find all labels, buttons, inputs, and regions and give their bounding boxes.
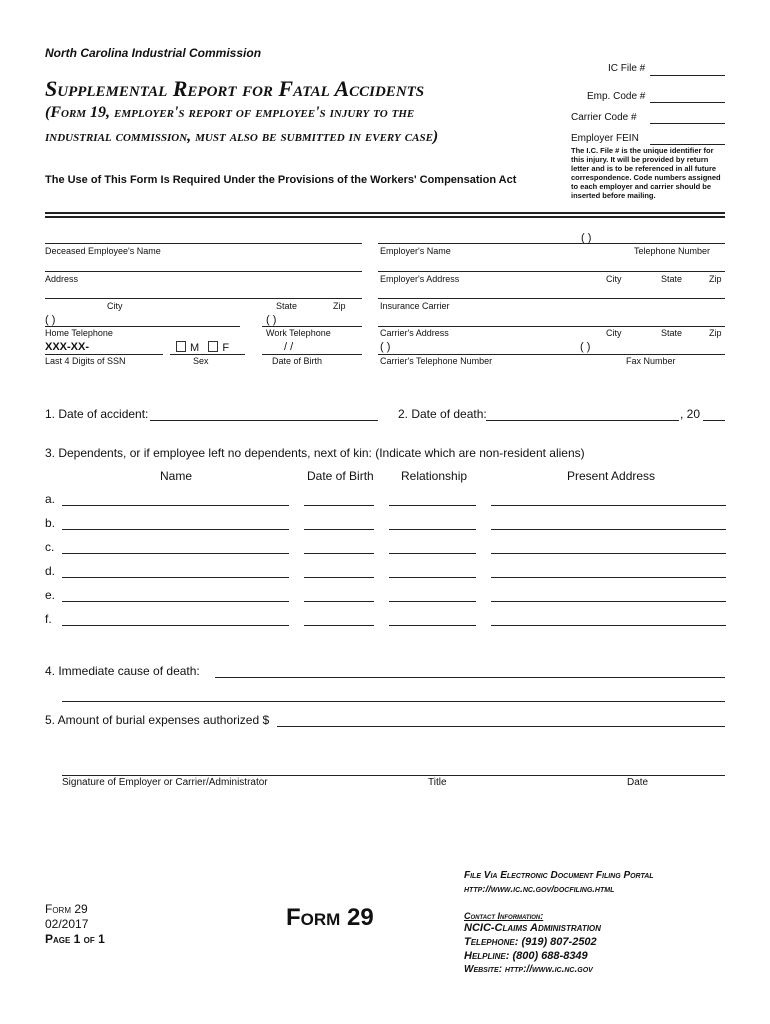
employer-telephone-mask: ( ) <box>581 232 592 244</box>
carrier-telephone-field[interactable] <box>378 354 725 355</box>
contact-label: Contact Information: <box>464 911 544 921</box>
insurance-carrier-label: Insurance Carrier <box>380 301 450 311</box>
zip-label: Zip <box>333 301 346 311</box>
portal-url[interactable]: http://www.ic.nc.gov/docfiling.html <box>464 884 615 895</box>
address-field[interactable] <box>45 271 362 272</box>
emp-code-field[interactable] <box>650 102 725 103</box>
work-telephone-mask: ( ) <box>266 314 277 326</box>
state-label: State <box>276 301 298 311</box>
employer-address-field[interactable] <box>378 271 725 272</box>
dependent-row-label-e: e. <box>45 588 56 602</box>
form-title-line2: (Form 19, employer's report of employee's injury to the <box>45 104 415 121</box>
sex-male-checkbox[interactable] <box>176 341 186 352</box>
contact-org: NCIC-Claims Administration <box>464 922 601 934</box>
ssn-prefix: XXX-XX- <box>45 341 90 353</box>
dependent-row-label-b: b. <box>45 516 56 530</box>
address-label: Address <box>45 274 79 284</box>
dependents-header-address: Present Address <box>567 469 656 483</box>
q5-burial-expenses-label: 5. Amount of burial expenses authorized $ <box>45 713 270 727</box>
insurance-carrier-field[interactable] <box>378 298 725 299</box>
dob-mask: / / <box>284 341 294 353</box>
dependent-row-label-c: c. <box>45 540 55 554</box>
ssn-field[interactable] <box>45 354 163 355</box>
q1-date-of-accident-label: 1. Date of accident: <box>45 407 149 421</box>
carrier-telephone-label: Carrier's Telephone Number <box>380 356 493 366</box>
dependent-row-label-d: d. <box>45 564 56 578</box>
form-subtitle: The Use of This Form Is Required Under the Provisions of the Workers' Compensation Act <box>45 174 517 186</box>
dependent-a-relationship-field[interactable] <box>389 505 476 506</box>
ic-file-field[interactable] <box>650 75 725 76</box>
deceased-name-label: Deceased Employee's Name <box>45 246 161 256</box>
footer-form-code: Form 29 <box>45 902 88 916</box>
employer-address-label: Employer's Address <box>380 274 460 284</box>
dependents-header-dob: Date of Birth <box>307 469 374 483</box>
form-title-line3: industrial commission, must also be submitted in every case) <box>45 128 439 145</box>
home-telephone-label: Home Telephone <box>45 328 113 338</box>
dependent-b-address-field[interactable] <box>491 529 726 530</box>
dependent-d-name-field[interactable] <box>62 577 289 578</box>
footer-big-form-label: Form 29 <box>286 904 374 931</box>
q3-dependents-label: 3. Dependents, or if employee left no dependents, next of kin: (Indicate which are non-resident aliens) <box>45 446 585 460</box>
city-label: City <box>107 301 123 311</box>
home-telephone-mask: ( ) <box>45 314 56 326</box>
dependent-b-relationship-field[interactable] <box>389 529 476 530</box>
carrier-telephone-mask: ( ) <box>380 341 391 353</box>
dob-field[interactable] <box>262 354 362 355</box>
dob-label: Date of Birth <box>272 356 323 366</box>
dependent-f-relationship-field[interactable] <box>389 625 476 626</box>
employer-fein-label: Employer FEIN <box>571 133 639 144</box>
burial-expenses-field[interactable] <box>277 726 725 727</box>
dependents-header-name: Name <box>160 469 193 483</box>
footer-revision: 02/2017 <box>45 917 89 931</box>
dependent-row-label-a: a. <box>45 492 56 506</box>
date-of-accident-field[interactable] <box>150 420 378 421</box>
sex-female-checkbox[interactable] <box>208 341 218 352</box>
signature-line[interactable] <box>62 775 725 776</box>
sex-field <box>170 354 245 355</box>
dependent-e-dob-field[interactable] <box>304 601 374 602</box>
work-telephone-field[interactable] <box>262 326 362 327</box>
emp-code-label: Emp. Code # <box>587 91 646 102</box>
carrier-city-label: City <box>606 328 622 338</box>
dependent-e-relationship-field[interactable] <box>389 601 476 602</box>
contact-telephone: Telephone: (919) 807-2502 <box>464 936 597 948</box>
year-prefix: , 20 <box>680 407 701 421</box>
portal-label: File Via Electronic Document Filing Portal <box>464 870 654 881</box>
dependent-a-address-field[interactable] <box>491 505 726 506</box>
contact-website[interactable]: Website: http://www.ic.nc.gov <box>464 964 593 975</box>
q2-date-of-death-label: 2. Date of death: <box>398 407 487 421</box>
carrier-state-label: State <box>661 328 683 338</box>
dependent-d-address-field[interactable] <box>491 577 726 578</box>
title-label: Title <box>428 777 447 788</box>
employer-city-label: City <box>606 274 622 284</box>
carrier-address-field[interactable] <box>378 326 725 327</box>
carrier-address-label: Carrier's Address <box>380 328 449 338</box>
dependent-c-name-field[interactable] <box>62 553 289 554</box>
dependent-f-dob-field[interactable] <box>304 625 374 626</box>
contact-helpline: Helpline: (800) 688-8349 <box>464 950 588 962</box>
employer-name-field[interactable] <box>378 243 725 244</box>
divider-rule-2 <box>45 216 725 218</box>
deceased-name-field[interactable] <box>45 243 362 244</box>
agency-name: North Carolina Industrial Commission <box>45 46 262 60</box>
carrier-code-label: Carrier Code # <box>571 112 637 123</box>
sex-options <box>176 341 229 354</box>
year-field[interactable] <box>703 420 725 421</box>
cause-of-death-field-line2[interactable] <box>62 701 725 702</box>
q4-cause-of-death-label: 4. Immediate cause of death: <box>45 664 200 678</box>
dependent-c-dob-field[interactable] <box>304 553 374 554</box>
divider-rule-1 <box>45 212 725 214</box>
dependent-b-dob-field[interactable] <box>304 529 374 530</box>
dependents-header-relationship: Relationship <box>401 469 468 483</box>
employer-state-label: State <box>661 274 683 284</box>
dependent-d-relationship-field[interactable] <box>389 577 476 578</box>
dependent-f-address-field[interactable] <box>491 625 726 626</box>
dependent-c-relationship-field[interactable] <box>389 553 476 554</box>
dependent-f-name-field[interactable] <box>62 625 289 626</box>
dependent-a-dob-field[interactable] <box>304 505 374 506</box>
dependent-a-name-field[interactable] <box>62 505 289 506</box>
ic-file-label: IC File # <box>608 63 646 74</box>
sex-male-label: M <box>190 342 200 354</box>
carrier-code-field[interactable] <box>650 123 725 124</box>
dependent-b-name-field[interactable] <box>62 529 289 530</box>
employer-fein-field[interactable] <box>650 144 725 145</box>
ic-file-note: The I.C. File # is the unique identifier for this injury. It will be provided by return letter and is to be referenced in all future correspondence. Code numbers assigned to each employer and carrier should be inserted before mailing. <box>571 146 721 200</box>
cause-of-death-field[interactable] <box>215 677 725 678</box>
sex-label: Sex <box>193 356 209 366</box>
signature-label: Signature of Employer or Carrier/Administrator <box>62 777 268 788</box>
carrier-zip-label: Zip <box>709 328 722 338</box>
sex-female-label: F <box>222 342 230 354</box>
employer-zip-label: Zip <box>709 274 722 284</box>
dependent-c-address-field[interactable] <box>491 553 726 554</box>
dependent-row-label-f: f. <box>45 612 52 626</box>
telephone-number-label: Telephone Number <box>634 246 711 256</box>
fax-mask: ( ) <box>580 341 591 353</box>
home-telephone-field[interactable] <box>45 326 240 327</box>
work-telephone-label: Work Telephone <box>266 328 331 338</box>
dependent-d-dob-field[interactable] <box>304 577 374 578</box>
form-title: Supplemental Report for Fatal Accidents <box>45 76 425 101</box>
footer-page: Page 1 of 1 <box>45 932 105 946</box>
city-state-zip-field[interactable] <box>45 298 362 299</box>
employer-name-label: Employer's Name <box>380 246 451 256</box>
ssn-label: Last 4 Digits of SSN <box>45 356 126 366</box>
dependent-e-address-field[interactable] <box>491 601 726 602</box>
fax-number-label: Fax Number <box>626 356 676 366</box>
date-label: Date <box>627 777 649 788</box>
dependent-e-name-field[interactable] <box>62 601 289 602</box>
date-of-death-field[interactable] <box>486 420 679 421</box>
